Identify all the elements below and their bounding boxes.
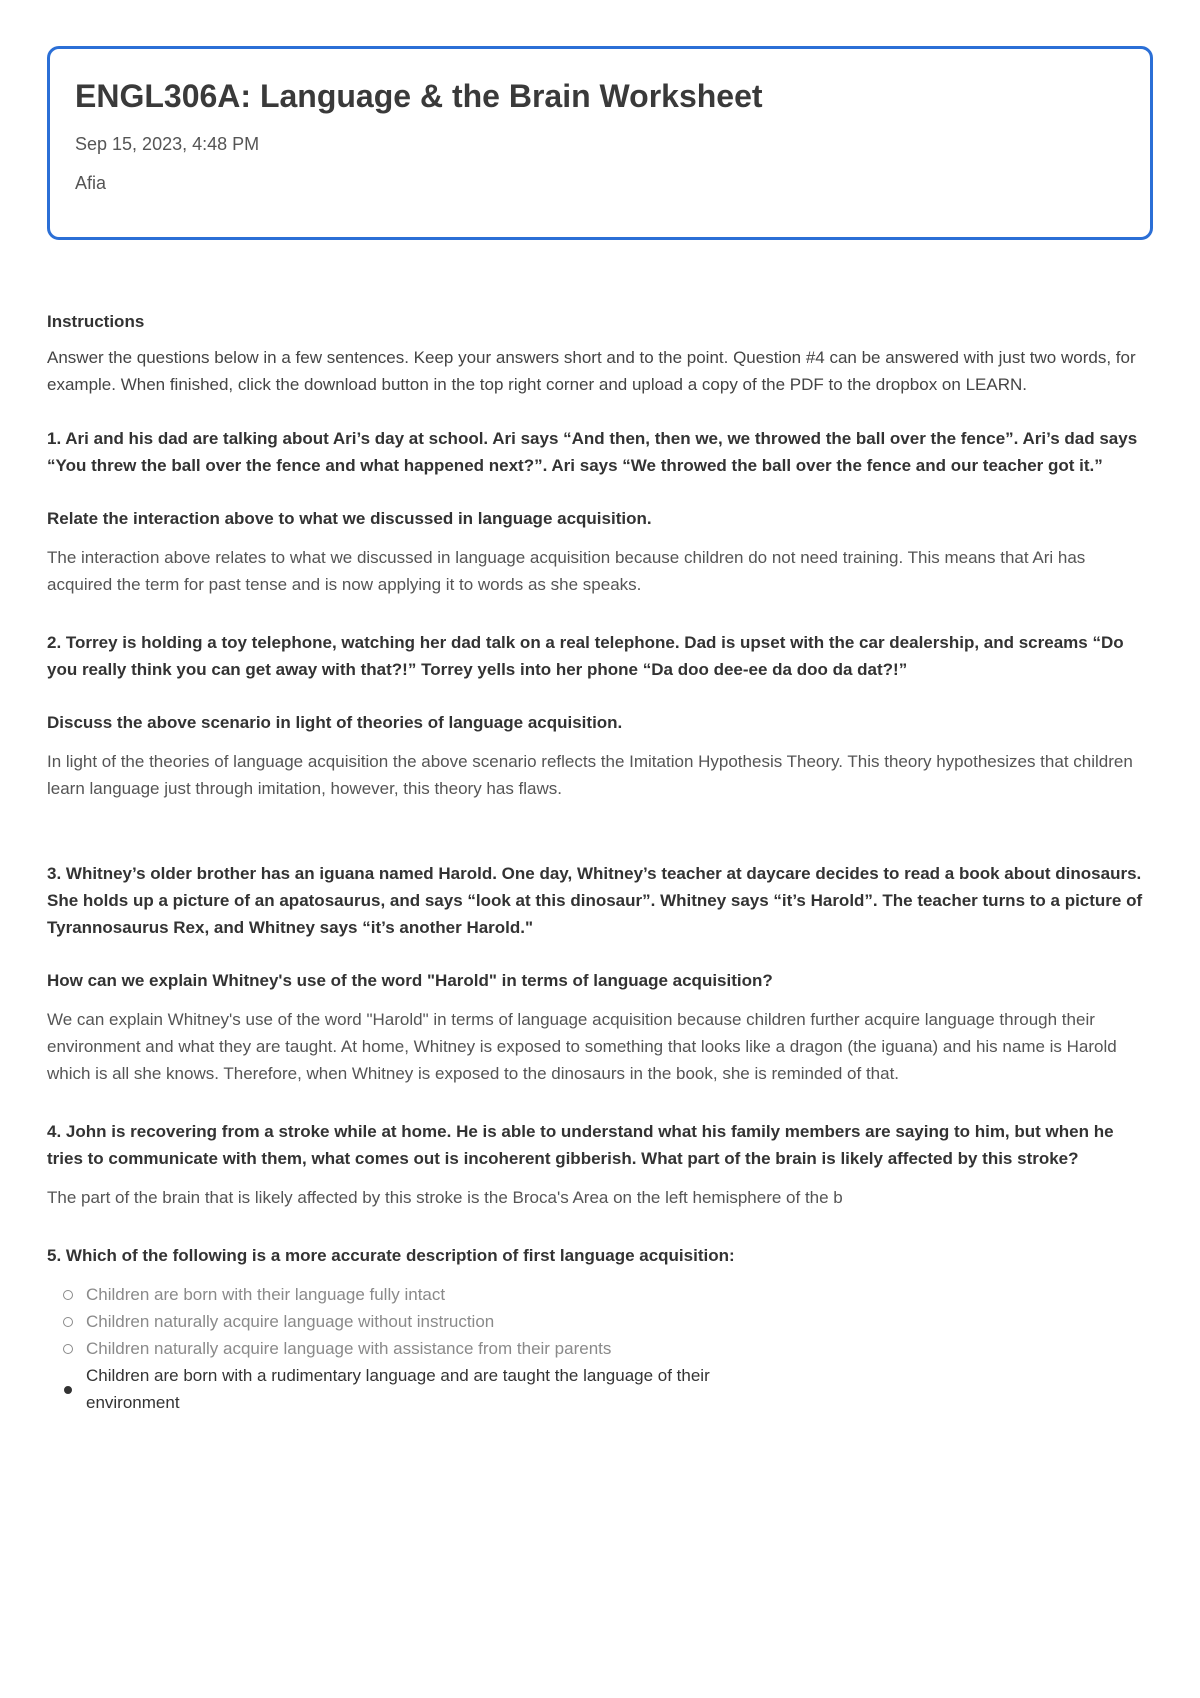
- q5-option-label: Children are born with their language fully intact: [86, 1285, 446, 1304]
- instructions-label: Instructions: [47, 312, 145, 331]
- worksheet-author: Afia: [75, 173, 107, 193]
- q5-option-label: Children naturally acquire language with assistance from their parents: [86, 1339, 612, 1358]
- q1-scenario: 1. Ari and his dad are talking about Ari’s day at school. Ari says “And then, then we, we throwed the ball over the fence”. Ari’s dad says “You threw the ball over the fence and what happened next?”. Ari says “We throwed the ball over the fence and our teacher got it.”: [47, 429, 1138, 475]
- instructions-text: Answer the questions below in a few sentences. Keep your answers short and to the point. Question #4 can be answered with just two words, for example. When finished, click the download button in the top right corner and upload a copy of the PDF to the dropbox on LEARN.: [47, 348, 1136, 394]
- q1-prompt: Relate the interaction above to what we discussed in language acquisition.: [47, 509, 652, 528]
- q5-option[interactable]: [47, 1335, 1153, 1362]
- q3-prompt: How can we explain Whitney's use of the word "Harold" in terms of language acquisition?: [47, 971, 773, 990]
- q4-scenario: 4. John is recovering from a stroke while at home. He is able to understand what his family members are saying to him, but when he tries to communicate with them, what comes out is incoherent gibberish. What part of the brain is likely affected by this stroke?: [47, 1122, 1114, 1168]
- radio-selected-icon[interactable]: [64, 1386, 72, 1394]
- q5-option-selected[interactable]: [47, 1362, 787, 1416]
- q3-answer[interactable]: We can explain Whitney's use of the word "Harold" in terms of language acquisition because children further acquire language through their environment and what they are taught. At home, Whitney is exposed to something that looks like a dragon (the iguana) and his name is Harold which is all she knows. Therefore, when Whitney is exposed to the dinosaurs in the book, she is reminded of that.: [47, 1010, 1117, 1083]
- worksheet-date: Sep 15, 2023, 4:48 PM: [75, 134, 260, 154]
- radio-empty-icon[interactable]: [63, 1344, 73, 1354]
- q2-prompt: Discuss the above scenario in light of theories of language acquisition.: [47, 713, 623, 732]
- q5-option[interactable]: [47, 1281, 1153, 1308]
- worksheet-body: [47, 308, 1153, 1416]
- q2-answer[interactable]: In light of the theories of language acquisition the above scenario reflects the Imitation Hypothesis Theory. This theory hypothesizes that children learn language just through imitation, however, this theory has flaws.: [47, 752, 1133, 798]
- q5-option-label: Children are born with a rudimentary language and are taught the language of their environment: [86, 1366, 710, 1412]
- q5-question: 5. Which of the following is a more accurate description of first language acquisition:: [47, 1246, 735, 1265]
- worksheet-header-card: [47, 46, 1153, 240]
- q5-option-label: Children naturally acquire language without instruction: [86, 1312, 495, 1331]
- q4-answer[interactable]: The part of the brain that is likely affected by this stroke is the Broca's Area on the left hemisphere of the b: [47, 1188, 843, 1207]
- q5-option[interactable]: [47, 1308, 1153, 1335]
- q3-scenario: 3. Whitney’s older brother has an iguana named Harold. One day, Whitney’s teacher at daycare decides to read a book about dinosaurs. She holds up a picture of an apatosaurus, and says “look at this dinosaur”. Whitney says “it’s Harold”. The teacher turns to a picture of Tyrannosaurus Rex, and Whitney says “it’s another Harold.": [47, 864, 1143, 937]
- worksheet-title: ENGL306A: Language & the Brain Worksheet: [75, 78, 763, 114]
- radio-empty-icon[interactable]: [63, 1317, 73, 1327]
- q5-options: [47, 1281, 1153, 1416]
- radio-empty-icon[interactable]: [63, 1290, 73, 1300]
- q1-answer[interactable]: The interaction above relates to what we discussed in language acquisition because children do not need training. This means that Ari has acquired the term for past tense and is now applying it to words as she speaks.: [47, 548, 1086, 594]
- q2-scenario: 2. Torrey is holding a toy telephone, watching her dad talk on a real telephone. Dad is upset with the car dealership, and screams “Do you really think you can get away with that?!” Torrey yells into her phone “Da doo dee-ee da doo da dat?!”: [47, 633, 1124, 679]
